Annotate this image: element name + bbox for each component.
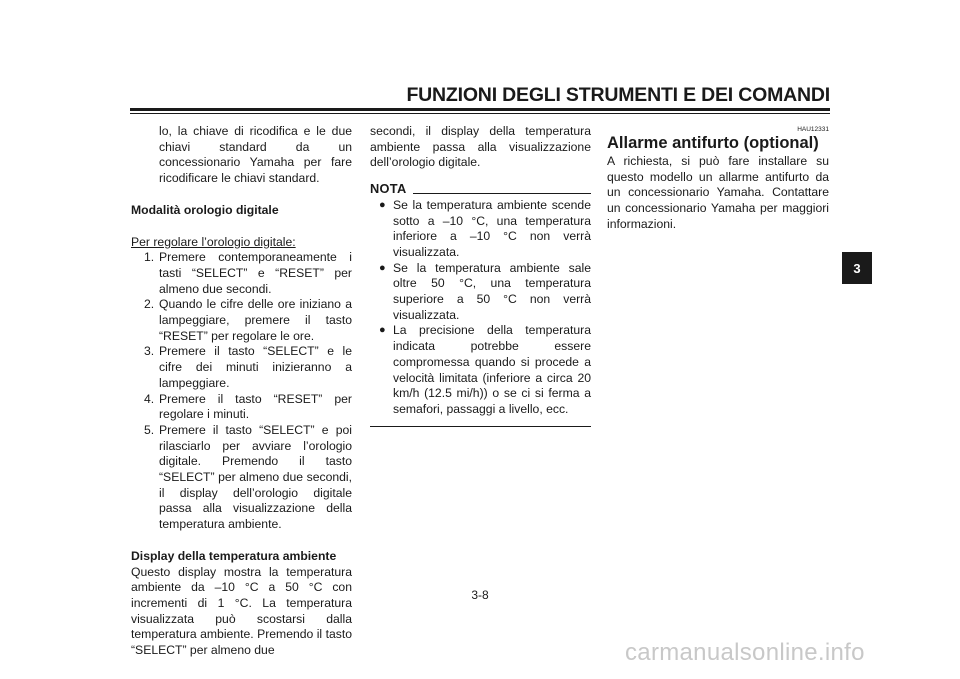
page-header-title: FUNZIONI DEGLI STRUMENTI E DEI COMANDI [406, 84, 830, 106]
list-item: 5. Premere il tasto “SELECT” e poi rilasciarlo per avviare l’orologio digitale. Premendo il tasto “SELECT” per almeno due secondi, il display dell’orologio digitale passa alla visualizzazione della temperatura ambiente. [144, 422, 352, 532]
header-rule-thin [130, 113, 830, 114]
clock-set-label: Per regolare l’orologio digitale: [131, 234, 296, 249]
intro-paragraph: lo, la chiave di ricodifica e le due chiavi standard da un concessionario Yamaha per fare ricodificare le chiavi standard. [159, 124, 352, 186]
bullet-icon: ● [379, 198, 386, 211]
note-header [370, 181, 591, 197]
list-item: 3. Premere il tasto “SELECT” e le cifre dei minuti inizieranno a lampeggiare. [144, 344, 352, 390]
note-bullet-list [370, 198, 591, 418]
watermark-text: carmanualsonline.info [625, 639, 865, 666]
column-left [131, 124, 352, 659]
note-end-rule [370, 426, 591, 427]
continued-paragraph: secondi, il display della temperatura ambiente passa alla visualizzazione dell’orologio digitale. [370, 124, 591, 170]
note-label: NOTA [370, 181, 407, 197]
section-code: HAU12331 [797, 126, 829, 133]
list-item: 1. Premere contemporaneamente i tasti “SELECT” e “RESET” per almeno due secondi. [144, 250, 352, 296]
note-rule [413, 193, 591, 194]
column-middle [370, 124, 591, 427]
list-item: 2. Quando le cifre delle ore iniziano a lampeggiare, premere il tasto “RESET” per regolare le ore. [144, 297, 352, 343]
list-item: ● Se la temperatura ambiente sale oltre 50 °C, una temperatura superiore a 50 °C non verrà visualizzata. [370, 261, 591, 324]
page-number: 3-8 [471, 588, 489, 602]
clock-mode-heading: Modalità orologio digitale [131, 202, 279, 217]
list-item: 4. Premere il tasto “RESET” per regolare i minuti. [144, 391, 352, 422]
temperature-heading: Display della temperatura ambiente [131, 548, 337, 563]
temperature-paragraph: Questo display mostra la temperatura ambiente da –10 °C a 50 °C con incrementi di 1 °C. La temperatura visualizzata può scostarsi dalla temperatura ambiente. Premendo il tasto “SELECT” per almeno due [131, 564, 352, 658]
antitheft-heading: Allarme antifurto (optional) [607, 134, 819, 152]
column-right [607, 124, 829, 233]
header-rule-thick [130, 108, 830, 111]
list-item: ● Se la temperatura ambiente scende sotto a –10 °C, una temperatura inferiore a –10 °C non verrà visualizzata. [370, 198, 591, 261]
clock-steps-list [131, 250, 352, 533]
bullet-icon: ● [379, 261, 386, 274]
antitheft-paragraph: A richiesta, si può fare installare su questo modello un allarme antifurto da un concessionario Yamaha. Contattare un concessionario Yamaha per maggiori informazioni. [607, 154, 829, 231]
chapter-tab: 3 [842, 252, 872, 284]
bullet-icon: ● [379, 324, 386, 337]
list-item: ● La precisione della temperatura indicata potrebbe essere compromessa quando si procede a velocità limitata (inferiore a circa 20 km/h (12.5 mi/h)) o se ci si ferma a semafori, passaggi a livello, ecc. [370, 323, 591, 417]
